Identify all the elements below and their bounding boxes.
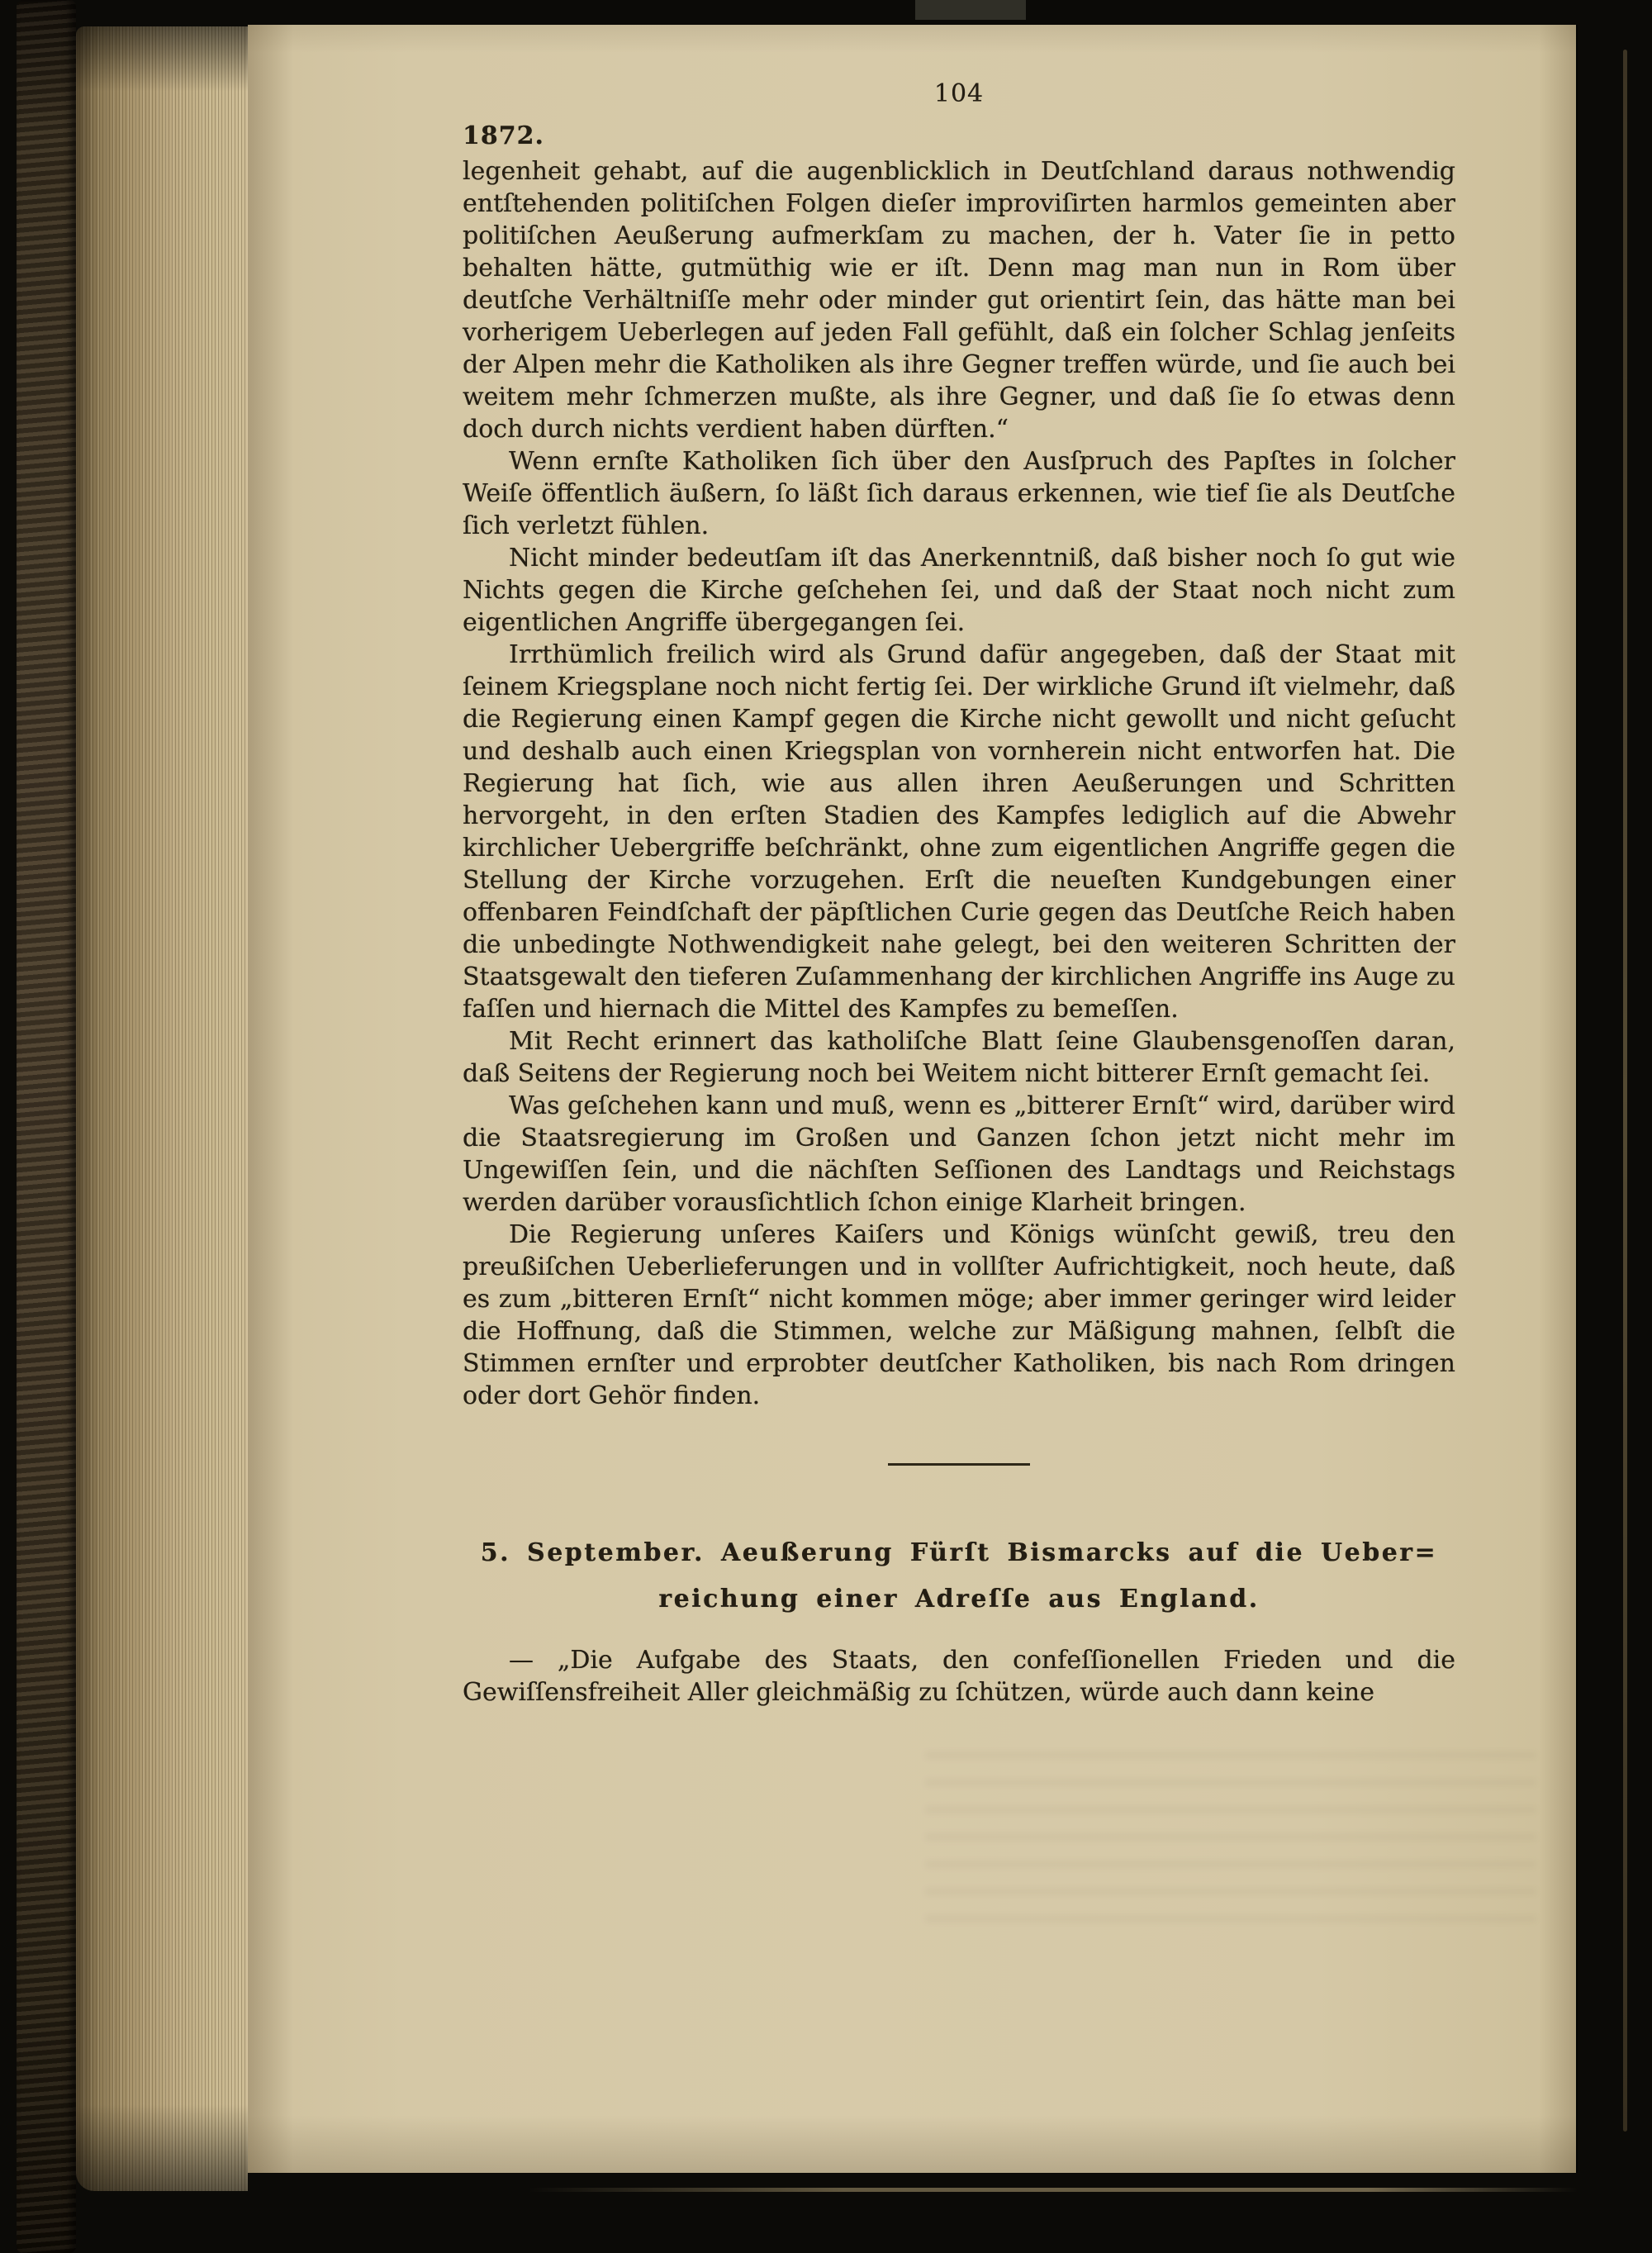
reverse-side-show-through: [925, 1752, 1536, 1925]
section-heading-line1: 5. September. Aeußerung Fürſt Bismarcks auf die Ueber=: [480, 1538, 1438, 1567]
text-column: [463, 78, 1455, 1709]
book-spine-leather: [17, 0, 76, 2253]
body-paragraph: Irrthümlich freilich wird als Grund dafür angegeben, daß der Staat mit ſeinem Kriegsplane noch nicht fertig ſei. Der wirkliche Grund iſt vielmehr, daß die Regierung einen Kampf gegen die Kirche nicht gewollt und nicht geſucht und deshalb auch einen Kriegsplan von vornherein nicht entworfen hat. Die Regierung hat ſich, wie aus allen ihren Aeußerungen und Schritten hervorgeht, in den erſten Stadien des Kampfes lediglich auf die Abwehr kirchlicher Uebergriffe beſchränkt, ohne zum eigentlichen Angriffe gegen die Stellung der Kirche vorzugehen. Erſt die neueſten Kundgebungen einer offenbaren Feindſchaft der päpſtlichen Curie gegen das Deutſche Reich haben die unbedingte Nothwendigkeit nahe gelegt, bei den weiteren Schritten der Staatsgewalt den tieferen Zuſammenhang der kirchlichen Angriffe ins Auge zu faſſen und hiernach die Mittel des Kampfes zu bemeſſen.: [463, 640, 1455, 1024]
margin-year-label: 1872.: [463, 121, 544, 150]
book-page: [248, 25, 1576, 2173]
body-paragraph: Wenn ernſte Katholiken ſich über den Ausſpruch des Papſtes in ſolcher Weiſe öffentlich äußern, ſo läßt ſich daraus erkennen, wie tief ſie als Deutſche ſich verletzt fühlen.: [463, 447, 1455, 540]
page-bottom-edge: [529, 2188, 1578, 2192]
right-gutter-shadow: [1576, 0, 1652, 2253]
section-heading-line2: reichung einer Adreſſe aus England.: [658, 1585, 1260, 1614]
section-heading: [463, 1530, 1455, 1623]
page-edge-stack: [76, 26, 248, 2191]
section-divider: [888, 1463, 1030, 1466]
body-paragraph: legenheit gehabt, auf die augenblicklich in Deutſchland daraus nothwendig entſtehenden politiſchen Folgen dieſer improviſirten harmlos gemeinten aber politiſchen Aeußerung aufmerkſam zu machen, der h. Vater ſie in petto behalten hätte, gutmüthig wie er iſt. Denn mag man nun in Rom über deutſche Verhältniſſe mehr oder minder gut orientirt ſein, das hätte man bei vorherigem Ueberlegen auf jeden Fall gefühlt, daß ein ſolcher Schlag jenſeits der Alpen mehr die Katholiken als ihre Gegner treffen würde, und ſie auch bei weitem mehr ſchmerzen mußte, als ihre Gegner, und daß ſie ſo etwas denn doch durch nichts verdient haben dürften.“: [463, 157, 1455, 444]
body-paragraph: Die Regierung unſeres Kaiſers und Königs wünſcht gewiß, treu den preußiſchen Ueberlieferungen und in vollſter Aufrichtigkeit, noch heute, daß es zum „bitteren Ernſt“ nicht kommen möge; aber immer geringer wird leider die Hoffnung, daß die Stimmen, welche zur Mäßigung mahnen, ſelbſt die Stimmen ernſter und erprobter deutſcher Katholiken, bis nach Rom dringen oder dort Gehör finden.: [463, 1220, 1455, 1410]
section-opening-paragraph: — „Die Aufgabe des Staats, den confeſſionellen Frieden und die Gewiſſensfreiheit Aller gleichmäßig zu ſchützen, würde auch dann keine: [463, 1646, 1455, 1707]
page-number: 104: [933, 79, 985, 108]
scan-artifact: [915, 0, 1026, 20]
body-paragraph: Mit Recht erinnert das katholiſche Blatt ſeine Glaubensgenoſſen daran, daß Seitens der Regierung noch bei Weitem nicht bitterer Ernſt gemacht ſei.: [463, 1027, 1455, 1088]
adjacent-page-sliver: [1623, 50, 1627, 2132]
body-paragraph: Was geſchehen kann und muß, wenn es „bitterer Ernſt“ wird, darüber wird die Staatsregierung im Großen und Ganzen ſchon jetzt nicht mehr im Ungewiſſen ſein, und die nächſten Seſſionen des Landtags und Reichstags werden darüber vorausſichtlich ſchon einige Klarheit bringen.: [463, 1091, 1455, 1217]
body-paragraph: Nicht minder bedeutſam iſt das Anerkenntniß, daß bisher noch ſo gut wie Nichts gegen die Kirche geſchehen ſei, und daß der Staat noch nicht zum eigentlichen Angriffe übergegangen ſei.: [463, 544, 1455, 637]
